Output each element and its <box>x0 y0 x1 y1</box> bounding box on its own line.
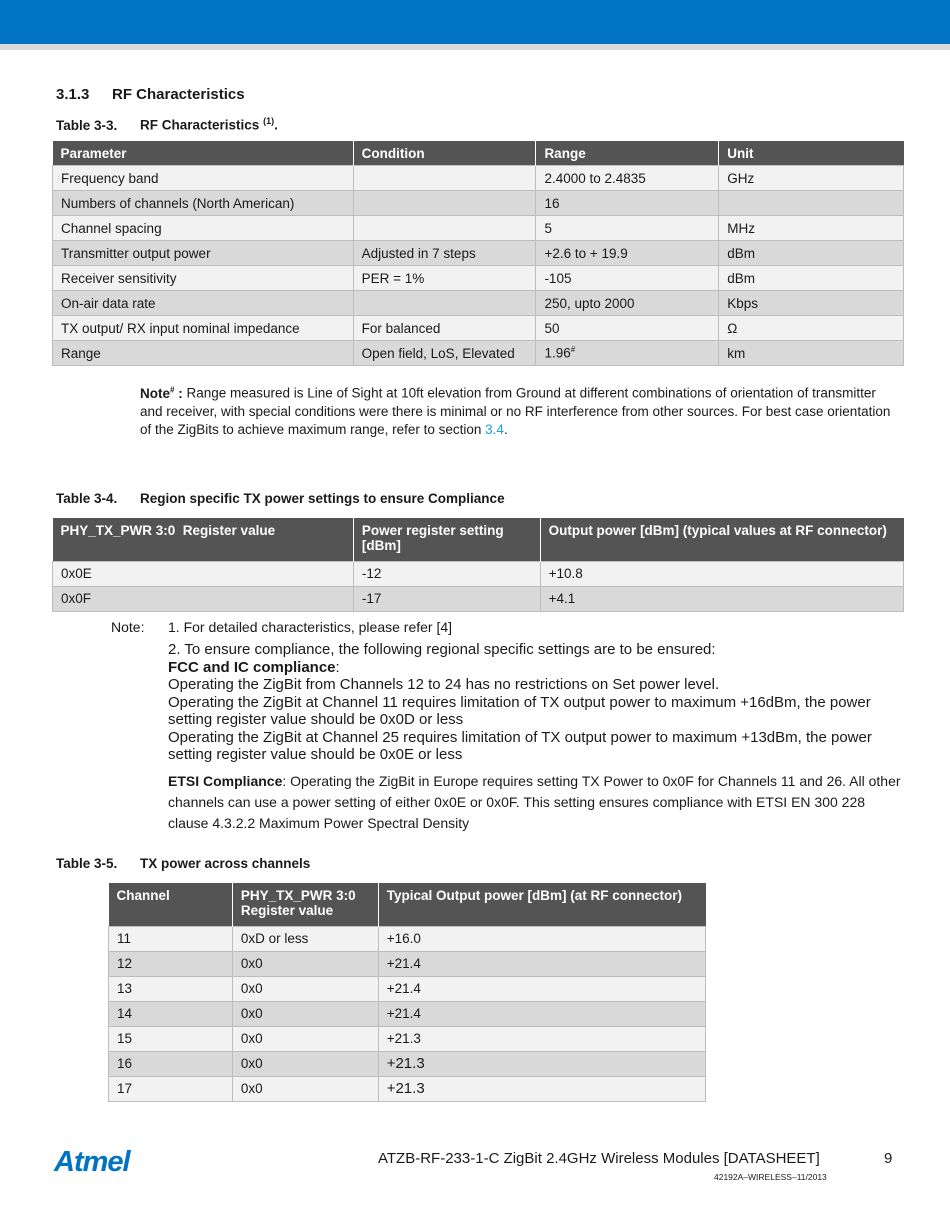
range-value: 1.96 <box>544 345 571 361</box>
cell: km <box>719 341 904 366</box>
cell: 14 <box>109 1001 233 1026</box>
table-row <box>53 291 904 316</box>
table-row <box>53 316 904 341</box>
cell: Receiver sensitivity <box>53 266 354 291</box>
table-row <box>109 1076 706 1101</box>
cell: +10.8 <box>540 561 903 586</box>
cell: TX output/ RX input nominal impedance <box>53 316 354 341</box>
cell: 250, upto 2000 <box>536 291 719 316</box>
note-label-text: Note <box>140 385 170 401</box>
footer-document-title: ATZB-RF-233-1-C ZigBit 2.4GHz Wireless Modules [DATASHEET] <box>378 1150 820 1167</box>
cell: 13 <box>109 976 233 1001</box>
cell: +21.3 <box>378 1051 705 1076</box>
cell: Ω <box>719 316 904 341</box>
table-row <box>109 1051 706 1076</box>
fcc-title: FCC and IC compliance <box>168 658 336 676</box>
table-row <box>53 586 904 611</box>
header-output-power: Output power [dBm] (typical values at RF connector) <box>540 518 903 561</box>
rf-characteristics-table <box>52 141 904 366</box>
caption-text: Region specific TX power settings to ensure Compliance <box>140 491 505 506</box>
cell: dBm <box>719 266 904 291</box>
cell: +21.3 <box>378 1026 705 1051</box>
caption-text: RF Characteristics <box>140 117 260 133</box>
cell: 16 <box>536 191 719 216</box>
cell: +4.1 <box>540 586 903 611</box>
cell: PER = 1% <box>353 266 536 291</box>
caption-footnote-ref: (1) <box>263 116 275 126</box>
etsi-title: ETSI Compliance <box>168 773 283 789</box>
cell: 0x0 <box>232 1001 378 1026</box>
table-row <box>53 216 904 241</box>
cell: Channel spacing <box>53 216 354 241</box>
header-register-value: PHY_TX_PWR 3:0 Register value <box>232 883 378 926</box>
range-note <box>140 381 900 439</box>
fcc-line-3: Operating the ZigBit at Channel 25 requires limitation of TX output power to maximum +13dBm, the power setting register value should be 0x0E or less <box>168 728 872 763</box>
note-colon: : <box>174 385 183 401</box>
note-item-1: 1. For detailed characteristics, please refer [4] <box>168 619 453 635</box>
note-marker: # <box>170 385 175 394</box>
caption-end: . <box>274 117 278 133</box>
cell: 0x0 <box>232 951 378 976</box>
fcc-line-2: Operating the ZigBit at Channel 11 requires limitation of TX output power to maximum +16dBm, the power setting register value should be 0x0D or less <box>168 693 871 728</box>
cell: 0x0F <box>53 586 354 611</box>
table-row <box>53 191 904 216</box>
table-row <box>53 561 904 586</box>
cell: 50 <box>536 316 719 341</box>
tx-power-channels-table <box>108 883 706 1102</box>
cell: +21.3 <box>378 1076 705 1101</box>
table-row <box>109 1026 706 1051</box>
cell: +21.4 <box>378 951 705 976</box>
cell: +21.4 <box>378 1001 705 1026</box>
table-row <box>109 951 706 976</box>
cell <box>536 341 719 366</box>
cell: +2.6 to + 19.9 <box>536 241 719 266</box>
table-caption-3-5 <box>56 856 310 871</box>
cell: On-air data rate <box>53 291 354 316</box>
cell <box>353 166 536 191</box>
cell: dBm <box>719 241 904 266</box>
table-row <box>53 241 904 266</box>
table-caption-3-3 <box>56 116 278 133</box>
header-parameter: Parameter <box>53 141 354 166</box>
caption-number: Table 3-5. <box>56 856 118 871</box>
cell: -105 <box>536 266 719 291</box>
header-rule <box>0 44 950 50</box>
cell: +21.4 <box>378 976 705 1001</box>
etsi-text: : Operating the ZigBit in Europe requires setting TX Power to 0x0F for Channels 11 and 26. All other channels can use a power setting of either 0x0E or 0x0F. This setting ensures compliance with ETSI EN 300 228 clause 4.3.2.2 Maximum Power Spectral Density <box>168 773 901 831</box>
header-range: Range <box>536 141 719 166</box>
table-caption-3-4 <box>56 491 505 506</box>
section-number: 3.1.3 <box>56 86 90 103</box>
cell: MHz <box>719 216 904 241</box>
cell <box>353 216 536 241</box>
section-heading <box>56 86 245 103</box>
cell: +16.0 <box>378 926 705 951</box>
cell: GHz <box>719 166 904 191</box>
table-header-row <box>53 141 904 166</box>
header-channel: Channel <box>109 883 233 926</box>
cell: 12 <box>109 951 233 976</box>
fcc-colon: : <box>335 658 340 676</box>
fcc-line-1: Operating the ZigBit from Channels 12 to 24 has no restrictions on Set power level. <box>168 676 720 693</box>
cell: 17 <box>109 1076 233 1101</box>
etsi-paragraph <box>168 771 908 834</box>
note-label: Note: <box>111 619 145 635</box>
footnote-marker: # <box>570 345 576 355</box>
caption-text: TX power across channels <box>140 856 311 871</box>
section-link[interactable]: 3.4 <box>485 421 504 437</box>
header-bar <box>0 0 950 44</box>
cell: 0x0 <box>232 1026 378 1051</box>
caption-number: Table 3-3. <box>56 117 118 133</box>
cell: For balanced <box>353 316 536 341</box>
cell: Transmitter output power <box>53 241 354 266</box>
cell: -12 <box>353 561 540 586</box>
cell: 0x0E <box>53 561 354 586</box>
document-number: 42192A–WIRELESS–11/2013 <box>714 1172 827 1182</box>
note-text: Range measured is Line of Sight at 10ft elevation from Ground at different combinations of orientation of transmitter and receiver, with special conditions were there is minimal or no RF interference from other sources. For best case orientation of the ZigBits to achieve maximum range, refer to section <box>140 385 891 437</box>
table-header-row <box>109 883 706 926</box>
section-title: RF Characteristics <box>112 86 245 103</box>
header-unit: Unit <box>719 141 904 166</box>
table-row <box>109 1001 706 1026</box>
header-register-value: PHY_TX_PWR 3:0 Register value <box>53 518 354 561</box>
note-end: . <box>503 421 508 437</box>
cell: 5 <box>536 216 719 241</box>
cell: Kbps <box>719 291 904 316</box>
tx-power-compliance-table <box>52 518 904 612</box>
table-row <box>53 266 904 291</box>
cell: 16 <box>109 1051 233 1076</box>
table-row <box>53 341 904 366</box>
cell: 0x0 <box>232 1076 378 1101</box>
cell: Frequency band <box>53 166 354 191</box>
note-label <box>140 386 183 401</box>
cell: 11 <box>109 926 233 951</box>
caption-number: Table 3-4. <box>56 491 118 506</box>
fcc-heading <box>168 659 908 677</box>
cell: 0xD or less <box>232 926 378 951</box>
atmel-logo: Atmel <box>54 1146 130 1178</box>
cell: -17 <box>353 586 540 611</box>
cell: 0x0 <box>232 976 378 1001</box>
cell: Adjusted in 7 steps <box>353 241 536 266</box>
cell <box>353 291 536 316</box>
table-row <box>109 976 706 1001</box>
note-item-2-intro: 2. To ensure compliance, the following regional specific settings are to be ensured: <box>168 641 716 658</box>
table-row <box>109 926 706 951</box>
cell: 0x0 <box>232 1051 378 1076</box>
header-typical-output: Typical Output power [dBm] (at RF connector) <box>378 883 705 926</box>
cell <box>353 191 536 216</box>
table-header-row <box>53 518 904 561</box>
cell <box>719 191 904 216</box>
cell: Range <box>53 341 354 366</box>
header-condition: Condition <box>353 141 536 166</box>
cell: Numbers of channels (North American) <box>53 191 354 216</box>
header-power-setting: Power register setting [dBm] <box>353 518 540 561</box>
cell: Open field, LoS, Elevated <box>353 341 536 366</box>
table-row <box>53 166 904 191</box>
cell: 15 <box>109 1026 233 1051</box>
page-number: 9 <box>884 1150 893 1167</box>
cell: 2.4000 to 2.4835 <box>536 166 719 191</box>
note-item-2 <box>168 641 908 764</box>
